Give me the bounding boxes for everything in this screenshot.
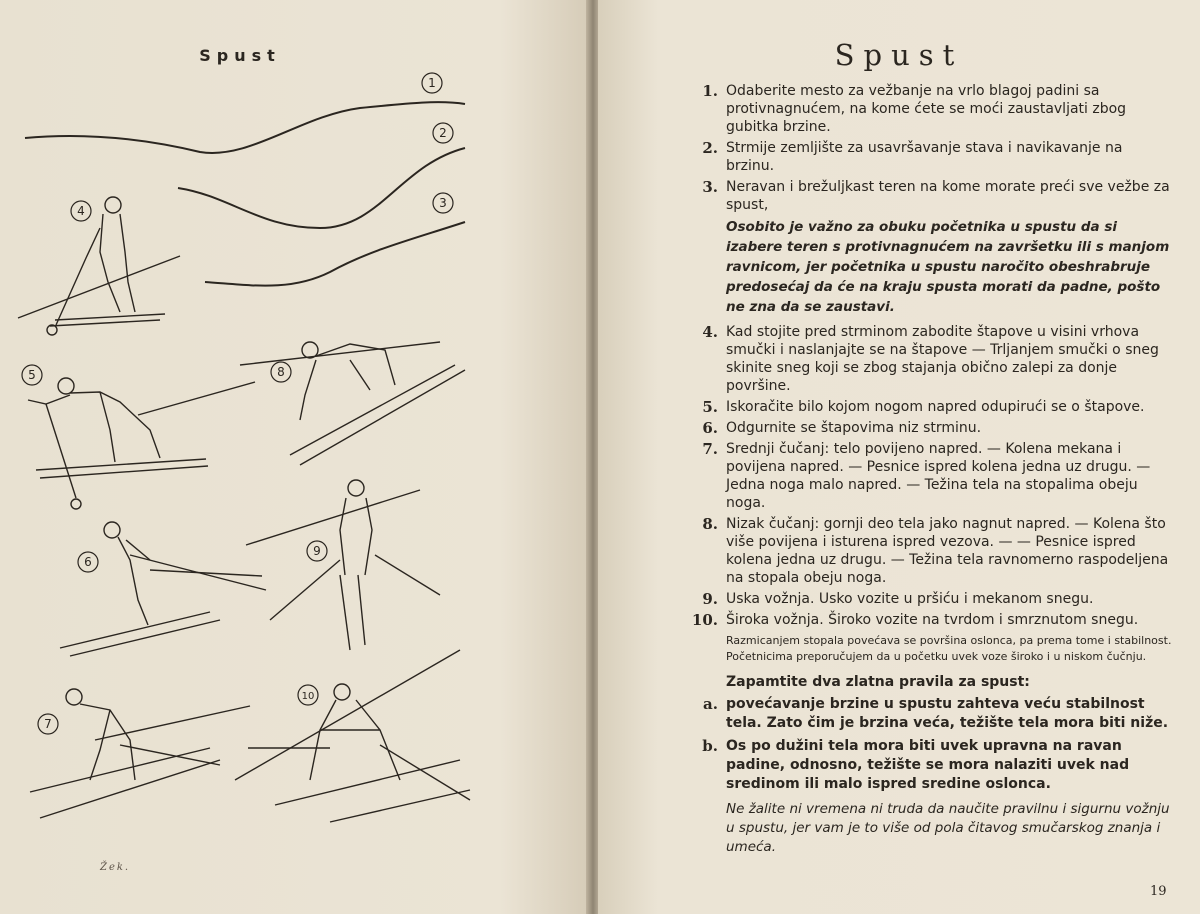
beginner-terrain-note: Osobito je važno za obuku početnika u spustu da si izabere teren s protivnagnućem na završetku ili s manjom ravnicom, jer početnika u spustu naročito obeshrabruje predosećaj da će na kraju spusta morati da padne, pošto ne zna da se zaustavi. bbox=[726, 219, 1170, 315]
list-item-5 bbox=[690, 398, 1174, 416]
rule-text: povećavanje brzine u spustu zahteva veću stabilnost tela. Zato čim je brzina veća, težište tela mora biti niže. bbox=[726, 696, 1169, 731]
right-page-body bbox=[690, 82, 1174, 857]
ski-illustrations bbox=[0, 60, 586, 880]
figure-number-7 bbox=[38, 714, 58, 734]
figure-number-4 bbox=[71, 201, 91, 221]
list-item-text: Uska vožnja. Usko vozite u pršiću i mekanom snegu. bbox=[726, 591, 1094, 607]
list-item-number: 10. bbox=[691, 611, 718, 629]
list-item-text: Široka vožnja. Široko vozite na tvrdom i smrznutom snegu. bbox=[726, 612, 1139, 628]
figure-number-10-label: 10 bbox=[301, 691, 315, 702]
stability-note: Razmicanjem stopala povećava se površina oslonca, pa prema tome i stabilnost. Početnicima preporučujem da u početku uvek voze široko i u niskom čučnju. bbox=[726, 634, 1172, 663]
rule-letter: b. bbox=[702, 737, 718, 755]
list-item-10 bbox=[690, 611, 1174, 629]
page-number: 19 bbox=[1150, 884, 1167, 899]
right-page-title: Spust bbox=[834, 38, 964, 72]
slope-profile-2 bbox=[178, 148, 465, 228]
golden-rules-heading: Zapamtite dva zlatna pravila za spust: bbox=[726, 674, 1030, 690]
list-item-number: 4. bbox=[702, 323, 718, 341]
list-item-text: Iskoračite bilo kojom nogom napred odupirući se o štapove. bbox=[726, 399, 1145, 415]
closing-remark: Ne žalite ni vremena ni truda da naučite pravilnu i sigurnu vožnju u spustu, jer vam je to više od pola čitavog smučarskog znanja i umeća. bbox=[726, 801, 1170, 855]
figure-number-6 bbox=[78, 552, 98, 572]
list-item-text: Neravan i brežuljkast teren na kome morate preći sve vežbe za spust, bbox=[726, 179, 1170, 213]
list-item-number: 2. bbox=[702, 139, 718, 157]
figure-5-skier bbox=[28, 378, 255, 509]
figure-4-skier bbox=[18, 197, 180, 335]
figure-number-5 bbox=[22, 365, 42, 385]
list-item-text: Srednji čučanj: telo povijeno napred. — Kolena mekana i povijena napred. — Pesnice ispred kolena jedna uz drugu. — Jedna noga malo napred. — Težina tela na stopalima obeju noga. bbox=[726, 441, 1151, 511]
figure-number-1 bbox=[422, 73, 442, 93]
list-item-2 bbox=[690, 139, 1174, 175]
list-item-9 bbox=[690, 590, 1174, 608]
list-item-number: 5. bbox=[702, 398, 718, 416]
list-item-text: Strmije zemljište za usavršavanje stava i navikavanje na brzinu. bbox=[726, 140, 1123, 174]
list-item-number: 9. bbox=[702, 590, 718, 608]
figure-7-skier bbox=[30, 689, 250, 818]
figure-number-6-label: 6 bbox=[84, 555, 92, 569]
left-page bbox=[0, 0, 588, 914]
figure-6-skier bbox=[60, 522, 266, 656]
figure-number-2 bbox=[433, 123, 453, 143]
list-item-8 bbox=[690, 515, 1174, 587]
illustrator-signature: Žek. bbox=[100, 862, 131, 873]
list-item-number: 8. bbox=[702, 515, 718, 533]
slope-profile-3 bbox=[205, 222, 465, 286]
figure-number-9-label: 9 bbox=[313, 544, 321, 558]
figure-10-skier bbox=[235, 650, 470, 822]
rule-text: Os po dužini tela mora biti uvek upravna na ravan padine, odnosno, težište se mora nalaziti uvek nad sredinom ili malo ispred sredine oslonca. bbox=[726, 738, 1130, 792]
left-page-title: Spust bbox=[199, 46, 281, 65]
list-item-number: 7. bbox=[702, 440, 718, 458]
list-item-text: Odaberite mesto za vežbanje na vrlo blagoj padini sa protivnagnućem, na kome ćete se moći zaustavljati zbog gubitka brzine. bbox=[726, 83, 1127, 135]
figure-number-10 bbox=[298, 685, 318, 705]
slope-profile-1 bbox=[25, 102, 465, 153]
list-item-6 bbox=[690, 419, 1174, 437]
rule-letter: a. bbox=[703, 695, 718, 713]
list-item-number: 1. bbox=[702, 82, 718, 100]
list-item-1 bbox=[690, 82, 1174, 136]
list-item-4 bbox=[690, 323, 1174, 395]
list-item-number: 6. bbox=[702, 419, 718, 437]
list-item-number: 3. bbox=[702, 178, 718, 196]
figure-number-4-label: 4 bbox=[77, 204, 85, 218]
list-item-3 bbox=[690, 178, 1174, 214]
figure-number-8-label: 8 bbox=[277, 365, 285, 379]
list-item-7 bbox=[690, 440, 1174, 512]
golden-rule-a bbox=[690, 695, 1174, 733]
list-item-text: Odgurnite se štapovima niz strminu. bbox=[726, 420, 982, 436]
figure-number-3 bbox=[433, 193, 453, 213]
figure-8-skier bbox=[240, 342, 465, 465]
figure-number-8 bbox=[271, 362, 291, 382]
figure-number-5-label: 5 bbox=[28, 368, 36, 382]
figure-number-7-label: 7 bbox=[44, 717, 52, 731]
figure-9-skier bbox=[246, 480, 440, 650]
figure-number-2-label: 2 bbox=[439, 126, 447, 140]
figure-number-1-label: 1 bbox=[428, 76, 436, 90]
list-item-text: Kad stojite pred strminom zabodite štapove u visini vrhova smučki i naslanjajte se na štapove — Trljanjem smučki o sneg skinite sneg koji se zbog stajanja obično zalepi za donje površine. bbox=[726, 324, 1159, 394]
figure-number-3-label: 3 bbox=[439, 196, 447, 210]
list-item-text: Nizak čučanj: gornji deo tela jako nagnut napred. — Kolena što više povijena i isturena ispred vezova. — — Pesnice ispred kolena jedna uz drugu. — Težina tela ravnomerno raspodeljena na stopala obeju noga. bbox=[726, 516, 1169, 586]
figure-number-9 bbox=[307, 541, 327, 561]
golden-rule-b bbox=[690, 737, 1174, 794]
